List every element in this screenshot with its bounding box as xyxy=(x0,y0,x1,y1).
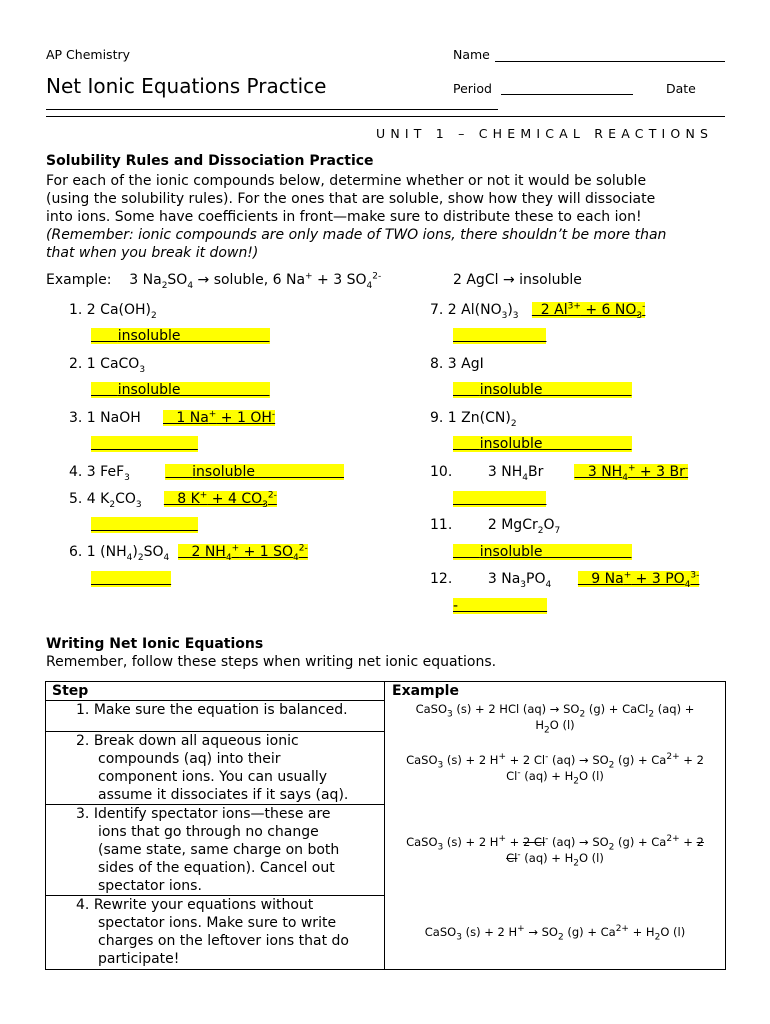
answer-4: insoluble xyxy=(165,464,344,480)
question-2: 2. 1 CaCO$_3$ xyxy=(69,356,146,375)
question-6: 6. 1 $(NH_4)_2SO_4$ 2 $NH_4^+ + 1$ $SO_4^{2-}$ xyxy=(69,543,308,563)
step-1: 1. Make sure the equation is balanced. xyxy=(76,702,348,718)
answer-5-cont[interactable] xyxy=(91,517,198,533)
answer-8[interactable]: insoluble xyxy=(453,382,632,398)
answer-12-cont[interactable]: - xyxy=(453,598,548,614)
answer-3: 1 Na+ + 1 OH- xyxy=(163,409,276,426)
col-header-step: Step xyxy=(52,683,89,699)
solubility-intro: For each of the ionic compounds below, determine whether or not it would be soluble (using the solubility rules). For the ones that are soluble, show how they will dissociate into ions. Some have coefficients in front—make sure to distribute these to each ion! (Remember: ionic compounds are only made of TWO ions, there shouldn’t be more than that when you break it down!) xyxy=(46,173,667,261)
net-ionic-intro: Remember, follow these steps when writing net ionic equations. xyxy=(46,654,497,670)
example-row: Example: 3 $Na_2SO_4$ → soluble, 6 Na+ + 3 $SO_4^{2-}$ xyxy=(46,271,382,291)
solubility-heading: Solubility Rules and Dissociation Practice xyxy=(46,153,374,169)
answer-3-cont[interactable] xyxy=(91,436,198,452)
example-equation-4: CaSO$_3$ (s) + 2 $H^+ \to SO_2$ $(g) + Ca^{2+} + H_2O$ (l) xyxy=(424,924,686,943)
name-field-line[interactable] xyxy=(495,61,725,62)
header-divider xyxy=(46,116,725,117)
answer-6: 2 $NH_4^+ + 1$ $SO_4^{2-}$ xyxy=(178,543,308,563)
step-4: 4. Rewrite your equations without spectator ions. Make sure to write charges on the leftover ions that do participate! xyxy=(76,897,349,967)
question-12: 12. 3 $Na_3PO_4$ 9 Na+ + 3 $PO_4^{3-}$ xyxy=(430,570,700,590)
period-field-line[interactable] xyxy=(501,94,633,95)
answer-5: 8 K+ + 4 $CO_3^{2-}$ xyxy=(163,490,277,510)
col-header-example: Example xyxy=(392,683,459,699)
example-row-2: 2 AgCl → insoluble xyxy=(453,272,582,288)
answer-7: 2 $Al^{3+} + 6$ $NO_3^-$ xyxy=(531,301,646,321)
period-label: Period xyxy=(453,81,492,96)
answer-10: 3 $NH_4^+ + 3$ Br- xyxy=(574,463,689,483)
arrow-icon: → xyxy=(502,272,515,288)
title-underline xyxy=(46,109,498,110)
net-ionic-heading: Writing Net Ionic Equations xyxy=(46,636,264,652)
example-equation-2: CaSO$_3$ (s) + 2 H+ + 2 Cl- $(aq) \to SO_2$ $(g) + Ca^{2+} + 2$ Cl- $(aq) + H_2O$ (l) xyxy=(406,752,704,787)
arrow-icon: → xyxy=(197,272,210,288)
answer-1[interactable]: insoluble xyxy=(91,328,270,344)
step-3: 3. Identify spectator ions—these are ions that go through no change (same state, same charge on both sides of the equation). Cancel out spectator ions. xyxy=(76,806,340,894)
question-11: 11. 2 $MgCr_2O_7$ xyxy=(430,517,561,536)
question-8: 8. 3 AgI xyxy=(430,356,484,372)
answer-12: 9 Na+ + 3 $PO_4^{3-}$ xyxy=(577,570,700,590)
example-equation-3: CaSO$_3$ (s) + 2 H+ + 2 Cl- $(aq) \to SO_2$ $(g) + Ca^{2+} + 2$ Cl- $(aq) + H_2O$ (l) xyxy=(406,834,704,869)
name-label: Name xyxy=(453,47,490,62)
question-1: 1. 2 $Ca(OH)_2$ xyxy=(69,302,157,321)
question-10: 10. 3 $NH_4Br$ 3 $NH_4^+ + 3$ Br- xyxy=(430,463,689,483)
example-equation-1: CaSO$_3$ (s) + 2 HCl $(aq) \to SO_2$ (g) + CaCl$_2$ (aq) + $H_2O$ (l) xyxy=(415,702,695,736)
question-3: 3. 1 NaOH 1 Na+ + 1 OH- xyxy=(69,409,276,426)
question-4: 4. 3 FeF$_3$ insoluble xyxy=(69,464,344,480)
answer-10-cont[interactable] xyxy=(453,491,546,507)
answer-6-cont[interactable] xyxy=(91,571,171,587)
answer-11[interactable]: insoluble xyxy=(453,544,632,560)
table-column-divider xyxy=(384,681,385,969)
answer-9[interactable]: insoluble xyxy=(453,436,632,452)
step-2: 2. Break down all aqueous ionic compounds (aq) into their component ions. You can usually assume it dissociates if it says (aq). xyxy=(76,733,349,803)
answer-7-cont[interactable] xyxy=(453,328,546,344)
example-label: Example: xyxy=(46,272,112,288)
answer-2[interactable]: insoluble xyxy=(91,382,270,398)
question-9: 9. 1 $Zn(CN)_2$ xyxy=(430,410,517,429)
page-title: Net Ionic Equations Practice xyxy=(46,74,327,98)
unit-label: UNIT 1 – CHEMICAL REACTIONS xyxy=(376,126,714,141)
question-7: 7. 2 $Al(NO_3)_3$ 2 $Al^{3+} + 6$ $NO_3^-$ xyxy=(430,301,646,321)
question-5: 5. 4 $K_2CO_3$ 8 K+ + 4 $CO_3^{2-}$ xyxy=(69,490,277,510)
course-label: AP Chemistry xyxy=(46,47,131,62)
date-label: Date xyxy=(666,81,696,96)
